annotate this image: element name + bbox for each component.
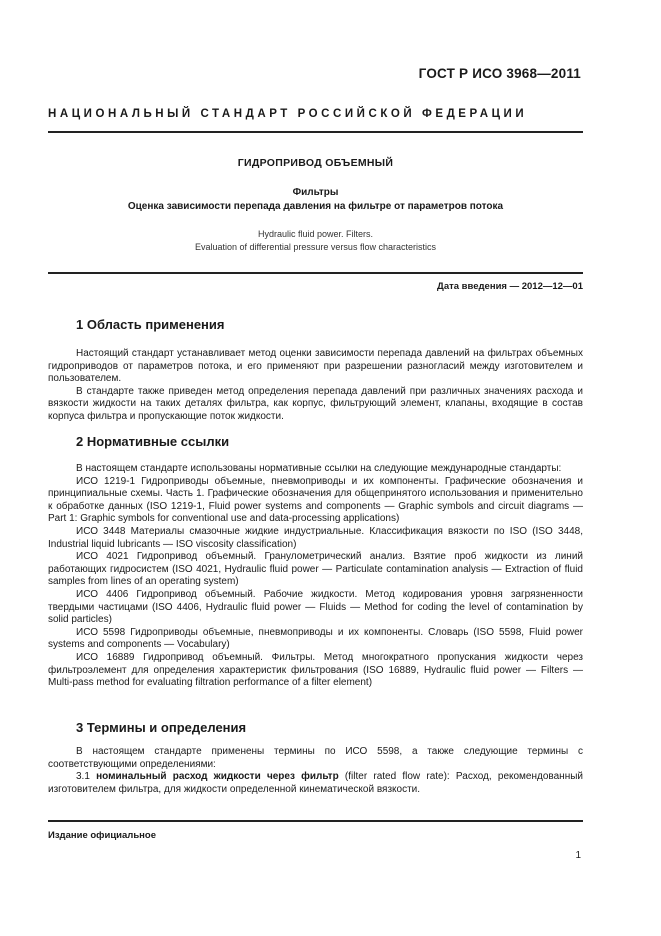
reference-item: ИСО 4406 Гидропривод объемный. Рабочие жидкости. Метод кодирования уровня загрязненности твердыми частицами (ISO 4406, Hydraulic fluid power — Fluids — Method for coding the level of contamination by solid particles) (48, 588, 583, 626)
subtitle-2: Оценка зависимости перепада давления на фильтре от параметров потока (127, 201, 504, 212)
intro-date: Дата введения — 2012—12—01 (437, 281, 583, 292)
term-number: 3.1 (76, 771, 90, 783)
term-name: номинальный расход жидкости через фильтр (96, 771, 339, 783)
main-title: ГИДРОПРИВОД ОБЪЕМНЫЙ (237, 157, 394, 169)
reference-item: ИСО 1219-1 Гидроприводы объемные, пневмоприводы и их компоненты. Графические обозначения и принципиальные схемы. Часть 1. Графические обозначения для общепринятого использования и применительно к обработке данных (ISO 1219-1, Fluid power systems and components — Graphic symbols and circuit diagrams — Part 1: Graphic symbols for conventional use and data-processing applications) (48, 475, 583, 525)
section-2-body (48, 463, 583, 690)
doc-number: ГОСТ Р ИСО 3968—2011 (418, 66, 581, 81)
paragraph: В настоящем стандарте применены термины по ИСО 5598, а также следующие термины с соответствующими определениями: (48, 746, 583, 770)
header-rule (48, 131, 583, 133)
term-text: (filter rated flow rate): Расход, рекомендованный изготовителем фильтра, для жидкости определенной кинематической вязкости. (48, 771, 583, 795)
term-definition (48, 771, 583, 796)
section-3-heading: 3 Термины и определения (76, 720, 247, 735)
reference-item: ИСО 5598 Гидроприводы объемные, пневмоприводы и их компоненты. Словарь (ISO 5598, Fluid power systems and components — Vocabulary) (48, 626, 583, 651)
section-1-heading: 1 Область применения (76, 317, 225, 332)
title-rule (48, 272, 583, 274)
footer-rule (48, 820, 583, 822)
section-3-body (48, 746, 583, 796)
english-title-1: Hydraulic fluid power. Filters. (257, 229, 374, 239)
subtitle-1: Фильтры (292, 187, 339, 198)
paragraph: Настоящий стандарт устанавливает метод оценки зависимости перепада давлений на фильтрах объемных гидроприводов от параметров потока, и его применяют при разрешении разногласий между изготовителем и пользователем. (48, 348, 583, 385)
paragraph: В стандарте также приведен метод определения перепада давлений при различных значениях расхода и вязкости жидкости на таких деталях фильтра, как корпус, фильтрующий элемент, клапаны, входящие в состав корпуса фильтра и пропускающие поток жидкости. (48, 385, 583, 422)
section-1-body (48, 348, 583, 424)
paragraph: В настоящем стандарте использованы нормативные ссылки на следующие международные стандарты: (76, 463, 562, 474)
page-number: 1 (575, 850, 581, 861)
section-2-heading: 2 Нормативные ссылки (76, 434, 230, 449)
edition-label: Издание официальное (48, 830, 156, 841)
national-standard-banner: НАЦИОНАЛЬНЫЙ СТАНДАРТ РОССИЙСКОЙ ФЕДЕРАЦИИ (48, 108, 528, 120)
reference-item: ИСО 16889 Гидропривод объемный. Фильтры. Метод многократного пропускания жидкости через фильтроэлемент для определения характеристик фильтрования (ISO 16889, Hydraulic fluid power — Filters — Multi-pass method for evaluating filtration performance of a filter element) (48, 651, 583, 689)
english-title-2: Evaluation of differential pressure versus flow characteristics (195, 242, 436, 252)
reference-item: ИСО 4021 Гидропривод объемный. Гранулометрический анализ. Взятие проб жидкости из линий работающих гидросистем (ISO 4021, Hydraulic fluid power — Particulate contamination analysis — Extraction of fluid samples from lines of an operating system) (48, 551, 583, 588)
reference-item: ИСО 3448 Материалы смазочные жидкие индустриальные. Классификация вязкости по ISO (ISO 3448, Industrial liquid lubricants — ISO viscosity classification) (48, 525, 583, 550)
